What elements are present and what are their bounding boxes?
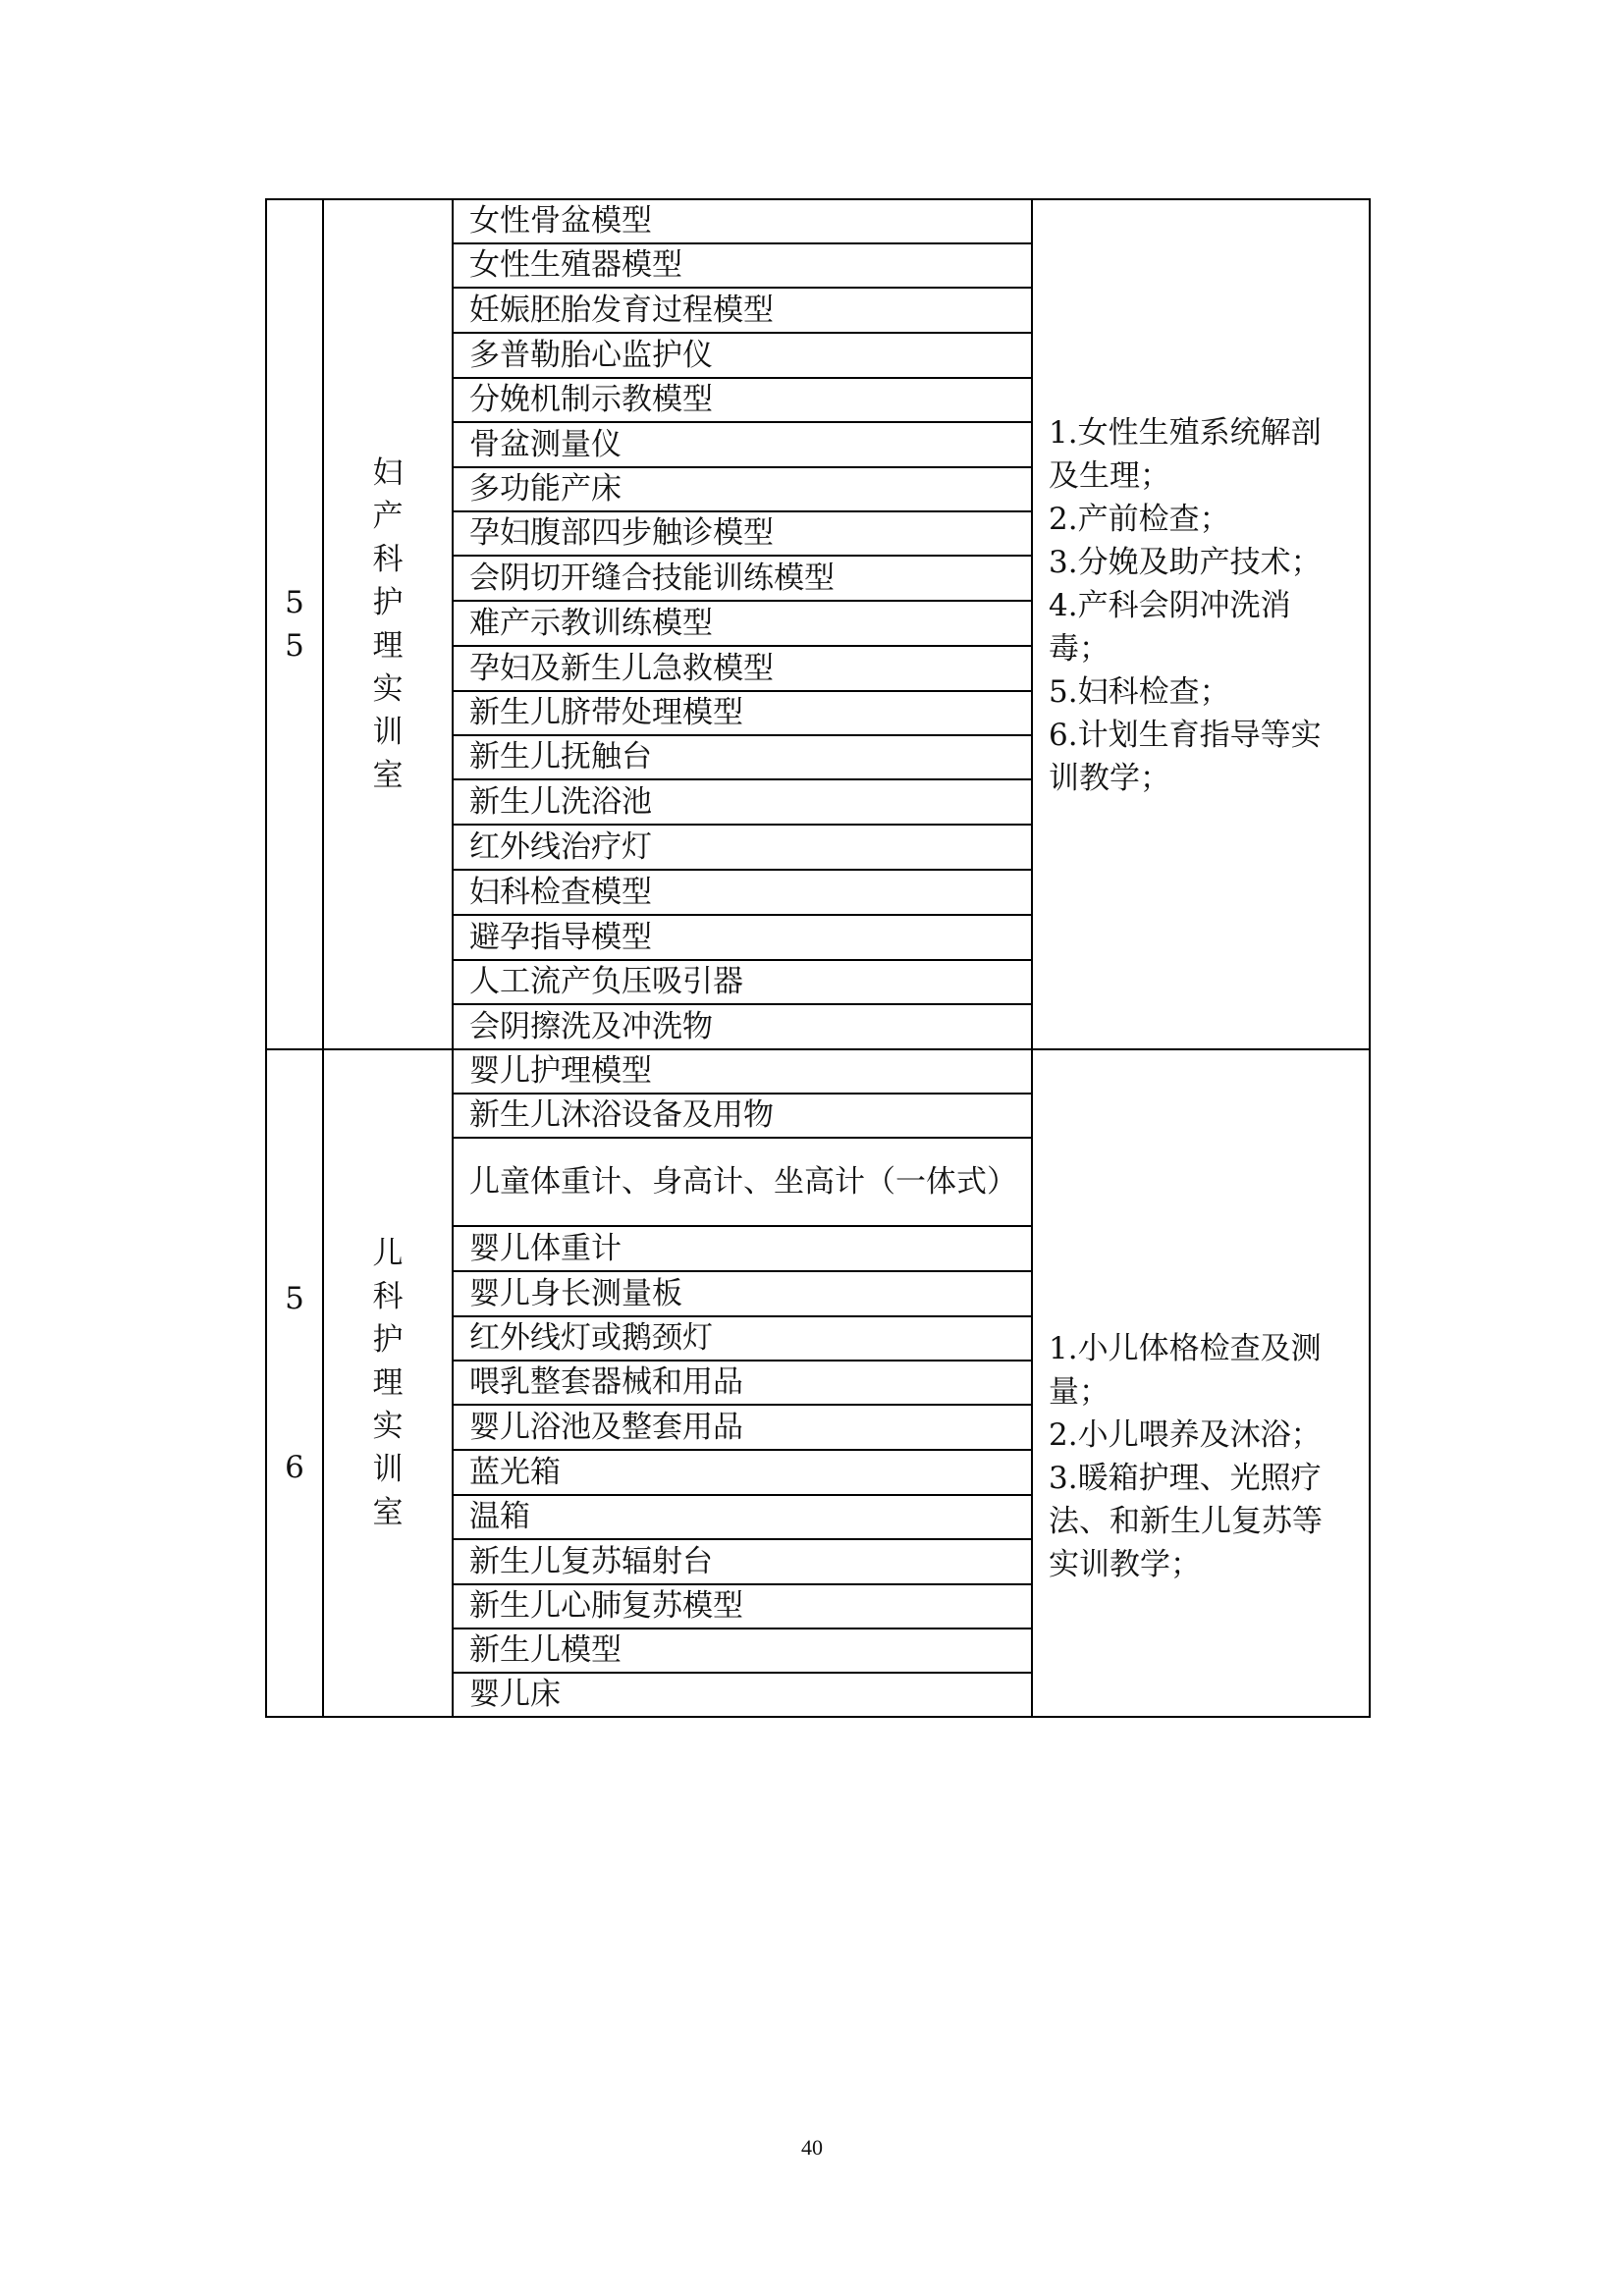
equipment-item: 女性骨盆模型 (453, 199, 1032, 243)
section-number-digit: 5 (285, 628, 304, 664)
equipment-item: 女性生殖器模型 (453, 243, 1032, 288)
section-number (266, 1049, 323, 1717)
table-row (266, 199, 1370, 243)
section-name: 妇产科护理实训室 (372, 455, 404, 793)
equipment-item: 温箱 (453, 1495, 1032, 1539)
training-content: 1.小儿体格检查及测 量； 2.小儿喂养及沐浴； 3.暖箱护理、光照疗 法、和新生儿复苏等 实训教学； (1049, 1331, 1323, 1582)
section-number-digit: 5 (285, 1281, 304, 1316)
equipment-item: 婴儿床 (453, 1673, 1032, 1717)
training-content: 1.女性生殖系统解剖 及生理； 2.产前检查； 3.分娩及助产技术； 4.产科会阴冲洗消 毒； 5.妇科检查； 6.计划生育指导等实 训教学； (1049, 415, 1322, 796)
equipment-item: 红外线灯或鹅颈灯 (453, 1316, 1032, 1361)
equipment-item: 婴儿浴池及整套用品 (453, 1405, 1032, 1450)
equipment-item: 孕妇及新生儿急救模型 (453, 646, 1032, 691)
equipment-item: 喂乳整套器械和用品 (453, 1361, 1032, 1405)
equipment-item: 婴儿护理模型 (453, 1049, 1032, 1094)
section-number-digit: 6 (285, 1450, 304, 1485)
equipment-item: 多普勒胎心监护仪 (453, 333, 1032, 378)
section-number-digits (267, 1277, 322, 1489)
equipment-item: 难产示教训练模型 (453, 601, 1032, 646)
equipment-table-body (266, 199, 1370, 1717)
section-name: 儿科护理实训室 (372, 1236, 404, 1530)
section-number-digits (267, 581, 322, 667)
equipment-item: 婴儿身长测量板 (453, 1271, 1032, 1316)
equipment-item: 人工流产负压吸引器 (453, 960, 1032, 1004)
equipment-item: 会阴擦洗及冲洗物 (453, 1004, 1032, 1049)
section-number (266, 199, 323, 1049)
section-name-cell (323, 1049, 453, 1717)
equipment-table (265, 198, 1371, 1718)
equipment-item: 多功能产床 (453, 467, 1032, 511)
equipment-item: 避孕指导模型 (453, 915, 1032, 960)
equipment-item: 分娩机制示教模型 (453, 378, 1032, 422)
equipment-item: 新生儿复苏辐射台 (453, 1539, 1032, 1584)
equipment-item: 妊娠胚胎发育过程模型 (453, 288, 1032, 333)
section-name-cell (323, 199, 453, 1049)
equipment-item: 骨盆测量仪 (453, 422, 1032, 467)
training-content-cell (1032, 1049, 1370, 1717)
equipment-item: 新生儿心肺复苏模型 (453, 1584, 1032, 1629)
equipment-item: 孕妇腹部四步触诊模型 (453, 511, 1032, 556)
equipment-item: 妇科检查模型 (453, 870, 1032, 915)
table-row (266, 1049, 1370, 1094)
equipment-item: 蓝光箱 (453, 1450, 1032, 1495)
equipment-item: 婴儿体重计 (453, 1226, 1032, 1271)
equipment-item: 新生儿沐浴设备及用物 (453, 1094, 1032, 1138)
equipment-item: 红外线治疗灯 (453, 825, 1032, 870)
equipment-item: 儿童体重计、身高计、坐高计（一体式） (453, 1138, 1032, 1226)
training-content-cell (1032, 199, 1370, 1049)
equipment-item: 新生儿模型 (453, 1629, 1032, 1673)
page-number: 40 (801, 2135, 823, 2160)
section-number-digit: 5 (285, 585, 304, 620)
equipment-item: 新生儿抚触台 (453, 735, 1032, 779)
equipment-item: 新生儿脐带处理模型 (453, 691, 1032, 735)
equipment-item: 新生儿洗浴池 (453, 779, 1032, 825)
equipment-item: 会阴切开缝合技能训练模型 (453, 556, 1032, 601)
